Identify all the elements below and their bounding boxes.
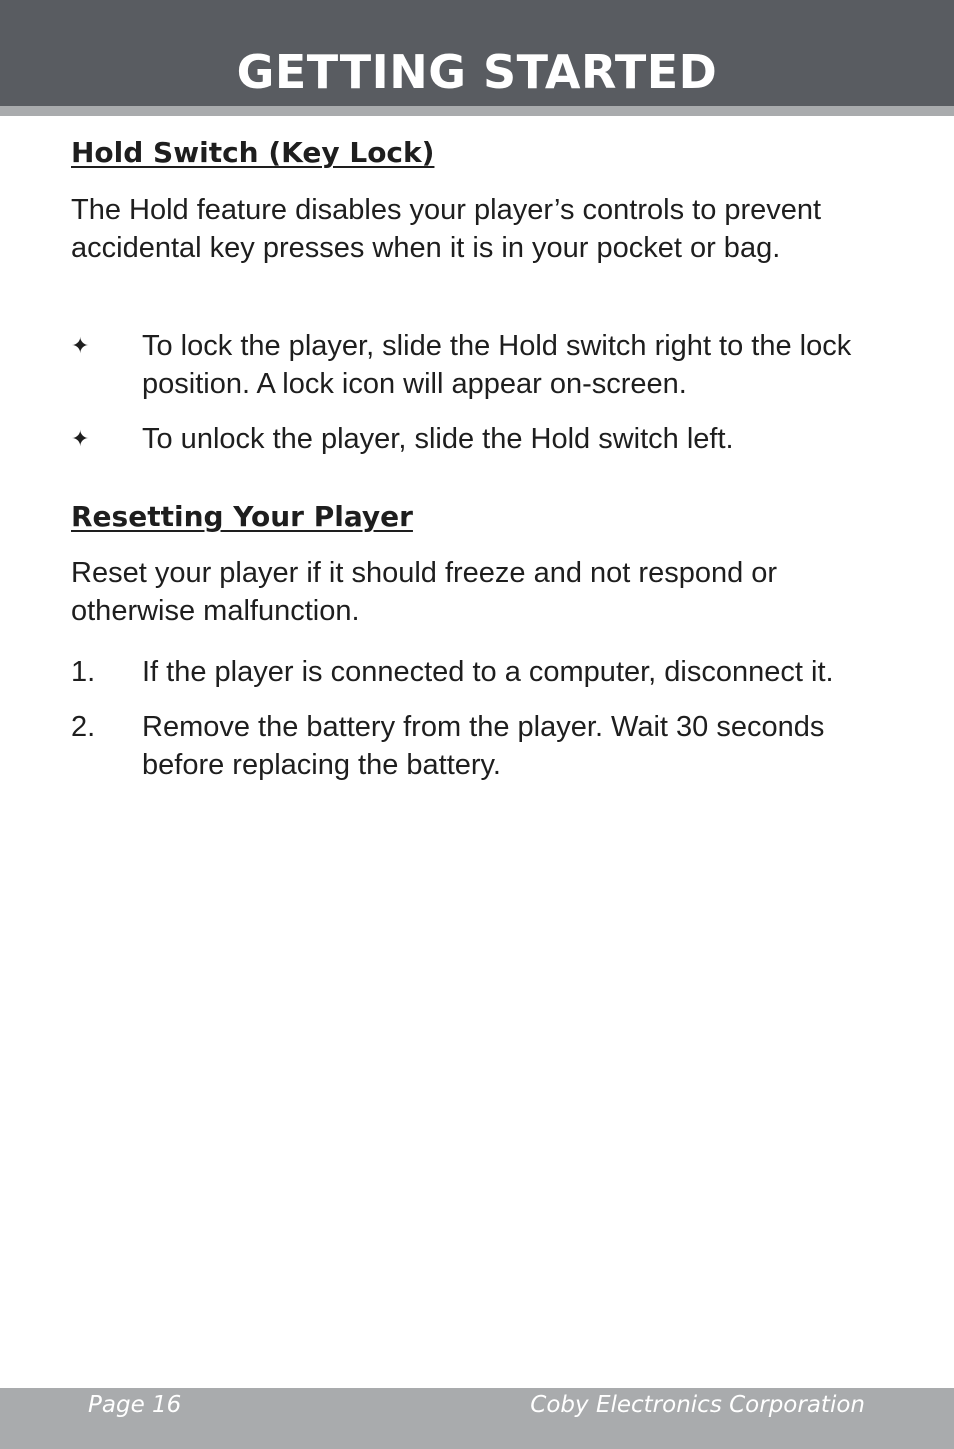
star-bullet-icon: ✦	[71, 426, 90, 451]
list-number: 2.	[71, 711, 96, 743]
page-number: Page 16	[88, 1392, 182, 1418]
list-item-text: If the player is connected to a computer, disconnect it.	[142, 656, 834, 688]
list-item-text: To lock the player, slide the Hold switch right to the lock position. A lock icon will appear on-screen.	[142, 330, 852, 400]
page-title: GETTING STARTED	[236, 45, 718, 99]
star-bullet-icon: ✦	[71, 333, 90, 358]
header-stripe	[0, 106, 954, 116]
list-item-text: Remove the battery from the player. Wait 30 seconds before replacing the battery.	[142, 711, 825, 781]
list-number: 1.	[71, 656, 96, 688]
section-heading-resetting: Resetting Your Player	[71, 500, 413, 533]
hold-switch-paragraph: The Hold feature disables your player’s controls to prevent accidental key presses when it is in your pocket or bag.	[71, 194, 822, 264]
resetting-paragraph: Reset your player if it should freeze and not respond or otherwise malfunction.	[71, 557, 778, 627]
footer-company: Coby Electronics Corporation	[530, 1392, 865, 1418]
list-item-text: To unlock the player, slide the Hold switch left.	[142, 423, 734, 455]
section-heading-hold-switch: Hold Switch (Key Lock)	[71, 136, 435, 169]
